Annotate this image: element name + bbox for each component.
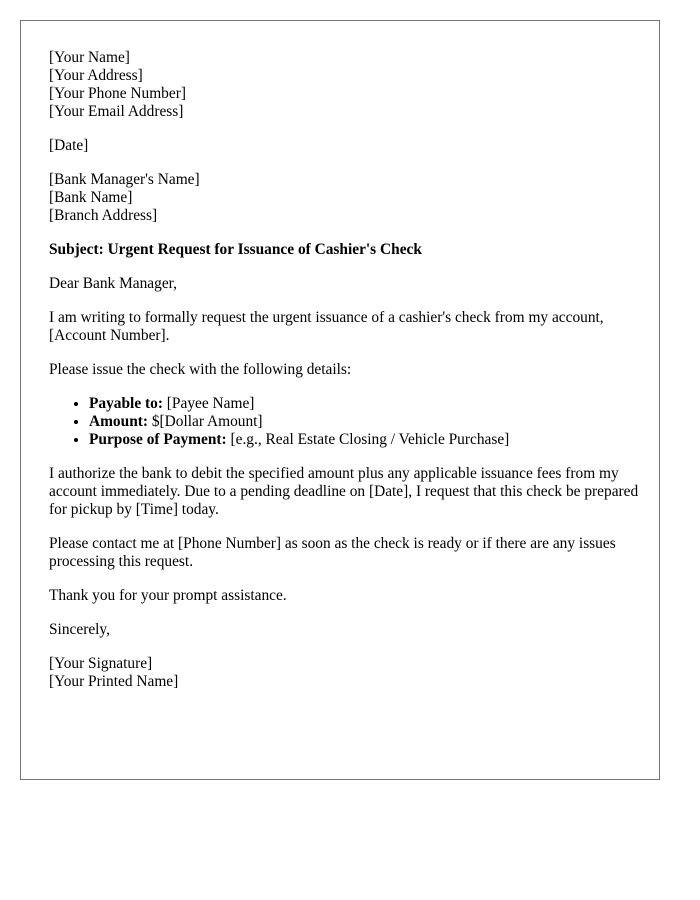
recipient-manager: [Bank Manager's Name] (49, 171, 200, 188)
sender-phone: [Your Phone Number] (49, 85, 186, 102)
detail-payable-to (89, 395, 639, 413)
detail-label: Payable to: (89, 395, 163, 412)
letter-page (20, 20, 660, 780)
detail-label: Amount: (89, 413, 148, 430)
body-paragraph-1: I am writing to formally request the urgent issuance of a cashier's check from my account, [Account Number]. (49, 309, 604, 344)
detail-amount (89, 413, 639, 431)
letter-date: [Date] (49, 137, 89, 154)
closing: Sincerely, (49, 621, 110, 638)
detail-value: [Payee Name] (162, 395, 255, 412)
recipient-block (49, 171, 639, 225)
signature-block (49, 655, 639, 691)
detail-label: Purpose of Payment: (89, 431, 227, 448)
signature: [Your Signature] (49, 655, 153, 672)
printed-name: [Your Printed Name] (49, 673, 179, 690)
body-paragraph-3: I authorize the bank to debit the specified amount plus any applicable issuance fees from my account immediately. Due to a pending deadline on [Date], I request that this check be prepared for pickup by [Time] today. (49, 465, 639, 518)
body-paragraph-2: Please issue the check with the following details: (49, 361, 352, 378)
letter-content (49, 49, 639, 707)
salutation: Dear Bank Manager, (49, 275, 178, 292)
recipient-bank: [Bank Name] (49, 189, 133, 206)
sender-address: [Your Address] (49, 67, 143, 84)
detail-purpose (89, 431, 639, 449)
detail-value: [e.g., Real Estate Closing / Vehicle Purchase] (226, 431, 510, 448)
detail-value: $[Dollar Amount] (148, 413, 263, 430)
subject-line: Subject: Urgent Request for Issuance of Cashier's Check (49, 241, 422, 258)
check-details-list (49, 395, 639, 449)
sender-email: [Your Email Address] (49, 103, 184, 120)
date-block (49, 137, 639, 155)
body-paragraph-4: Please contact me at [Phone Number] as soon as the check is ready or if there are any issues processing this request. (49, 535, 616, 570)
recipient-branch: [Branch Address] (49, 207, 158, 224)
sender-block (49, 49, 639, 121)
sender-name: [Your Name] (49, 49, 130, 66)
body-paragraph-5: Thank you for your prompt assistance. (49, 587, 287, 604)
